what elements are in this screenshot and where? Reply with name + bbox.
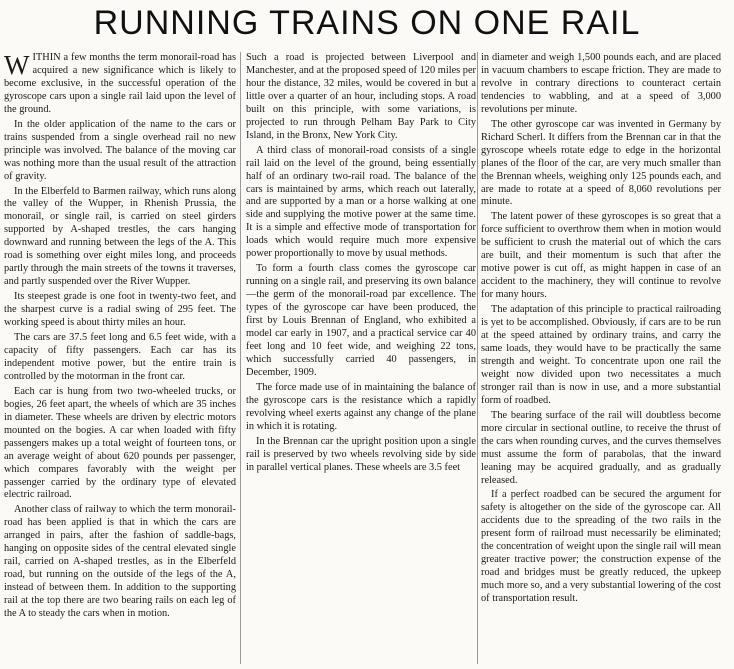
- paragraph: in diameter and weigh 1,500 pounds each, and are placed in vacuum chambers to escape friction. They are made to revolve in contrary directions to counteract certain tendencies to wabbling, and at a speed of 3,000 revolutions per minute.: [481, 52, 721, 115]
- column-divider: [240, 52, 241, 664]
- paragraph: The latent power of these gyroscopes is so great that a force sufficient to overthrow them when in motion would be sufficient to crush the material out of which the cars are built, and their momentum is such that after the motive power is cut off, as might happen in case of an accident to the machinery, they will continue to revolve for many hours.: [481, 211, 721, 301]
- column-divider: [477, 52, 478, 664]
- paragraph: In the older application of the name to the cars or trains suspended from a single overhead rail no new principle was involved. The balance of the moving car was nothing more than the usual result of the attraction of gravity.: [4, 118, 236, 182]
- paragraph: The bearing surface of the rail will doubtless become more circular in sectional outline, to receive the thrust of the cars when rounding curves, and the curves themselves must assume the form of parabolas, that the inward leaning may be acquired gradually, and as gradually released.: [481, 409, 721, 486]
- paragraph: Such a road is projected between Liverpool and Manchester, and at the proposed speed of 120 miles per hour the distance, 32 miles, would be covered in but a little over a quarter of an hour, including stops. A road built on this principle, with some variations, is projected to run through Pelham Bay Park to City Island, in the Bronx, New York City.: [246, 52, 476, 141]
- paragraph: Its steepest grade is one foot in twenty-two feet, and the sharpest curve is a radial swing of 295 feet. The working speed is about thirty miles an hour.: [4, 291, 236, 329]
- article-column-3: [481, 52, 721, 664]
- paragraph: A third class of monorail-road consists of a single rail laid on the level of the ground, being essentially half of an ordinary two-rail road. The balance of the cars is maintained by arms, which reach out laterally, and are supported by a man or a horse walking at one side and supplying the motive power at the same time. It is a simple and effective mode of transportation for loads which would require much more expensive power proportionally to move by usual methods.: [246, 144, 476, 260]
- paragraph: In the Brennan car the upright position upon a single rail is preserved by two wheels revolving side by side in parallel vertical planes. These wheels are 3.5 feet: [246, 435, 476, 473]
- article-column-1: [4, 52, 236, 664]
- paragraph: The adaptation of this principle to practical railroading is yet to be accomplished. Obviously, if cars are to be run at the speed attained by ordinary trains, and carry the same loads, they would have to be practically the same strength and weight. To concentrate upon one rail the weight now divided upon two necessitates a much stronger rail than is now in use, and a more substantial form of roadbed.: [481, 304, 721, 406]
- paragraph: The other gyroscope car was invented in Germany by Richard Scherl. It differs from the Brennan car in that the gyroscope wheels rotate edge to edge in the horizontal planes of the floor of the car, are very much smaller than the Brennan wheels, weighing only 125 pounds each, and are made to rotate at a speed of 8,060 revolutions per minute.: [481, 118, 721, 208]
- paragraph: Another class of railway to which the term monorail-road has been applied is that in which the cars are arranged in pairs, after the fashion of saddle-bags, hanging on opposite sides of the central elevated single rail, carried on A-shaped trestles, as in the Elberfeld road, but running on the outside of the legs of the A, instead of between them. In addition to the supporting rail at the top there are two bearing rails on each leg of the A to steady the cars when in motion.: [4, 504, 236, 620]
- paragraph: [4, 52, 236, 117]
- drop-cap: W: [4, 52, 30, 80]
- headline: RUNNING TRAINS ON ONE RAIL: [93, 4, 641, 42]
- paragraph: If a perfect roadbed can be secured the argument for safety is altogether on the side of the gyroscope car. All accidents due to the spreading of the two rails in the present form of railroad must necessarily be eliminated; the concentration of weight upon the single rail will mean greater tractive power; the construction expense of the road and bridges must be greatly reduced, the upkeep much more so, and a very substantial lowering of the cost of transportation result.: [481, 489, 721, 605]
- paragraph: In the Elberfeld to Barmen railway, which runs along the valley of the Wupper, in Rhenish Prussia, the monorail, or single rail, is carried on steel girders supported by A-shaped trestles, the cars hanging downward and running between the legs of the A. This road is something over eight miles long, and proceeds partly through the main streets of the towns it traverses, and partly suspended over the River Wupper.: [4, 185, 236, 288]
- article-column-2: [246, 52, 476, 664]
- paragraph-text: ITHIN a few months the term monorail-road has acquired a new significance which is likely to become exclusive, in the successful operation of the gyroscope cars upon a single rail laid upon the level of the ground.: [4, 52, 236, 115]
- paragraph: Each car is hung from two two-wheeled trucks, or bogies, 26 feet apart, the wheels of which are 35 inches in diameter. These wheels are driven by electric motors mounted on the bogies. A car when loaded with fifty passengers makes up a total weight of fourteen tons, or an average weight of about 620 pounds per passenger, which compares favorably with the weight per passenger carried by the ordinary type of elevated electric railroad.: [4, 385, 236, 501]
- paragraph: The force made use of in maintaining the balance of the gyroscope cars is the resistance which a rapidly revolving wheel exerts against any change of the plane in which it is rotating.: [246, 381, 476, 432]
- paragraph: To form a fourth class comes the gyroscope car running on a single rail, and preserving its own balance—the germ of the monorail-road par excellence. The types of the gyroscope car have been produced, the first by Louis Brennan of England, who exhibited a model car early in 1907, and a practical service car 40 feet long and 10 feet wide, and weighing 22 tons, which successfully carried 40 passengers, in December, 1909.: [246, 263, 476, 378]
- paragraph: The cars are 37.5 feet long and 6.5 feet wide, with a capacity of fifty passengers. Each car has its independent motive power, but the entire train is controlled by the motorman in the front car.: [4, 332, 236, 382]
